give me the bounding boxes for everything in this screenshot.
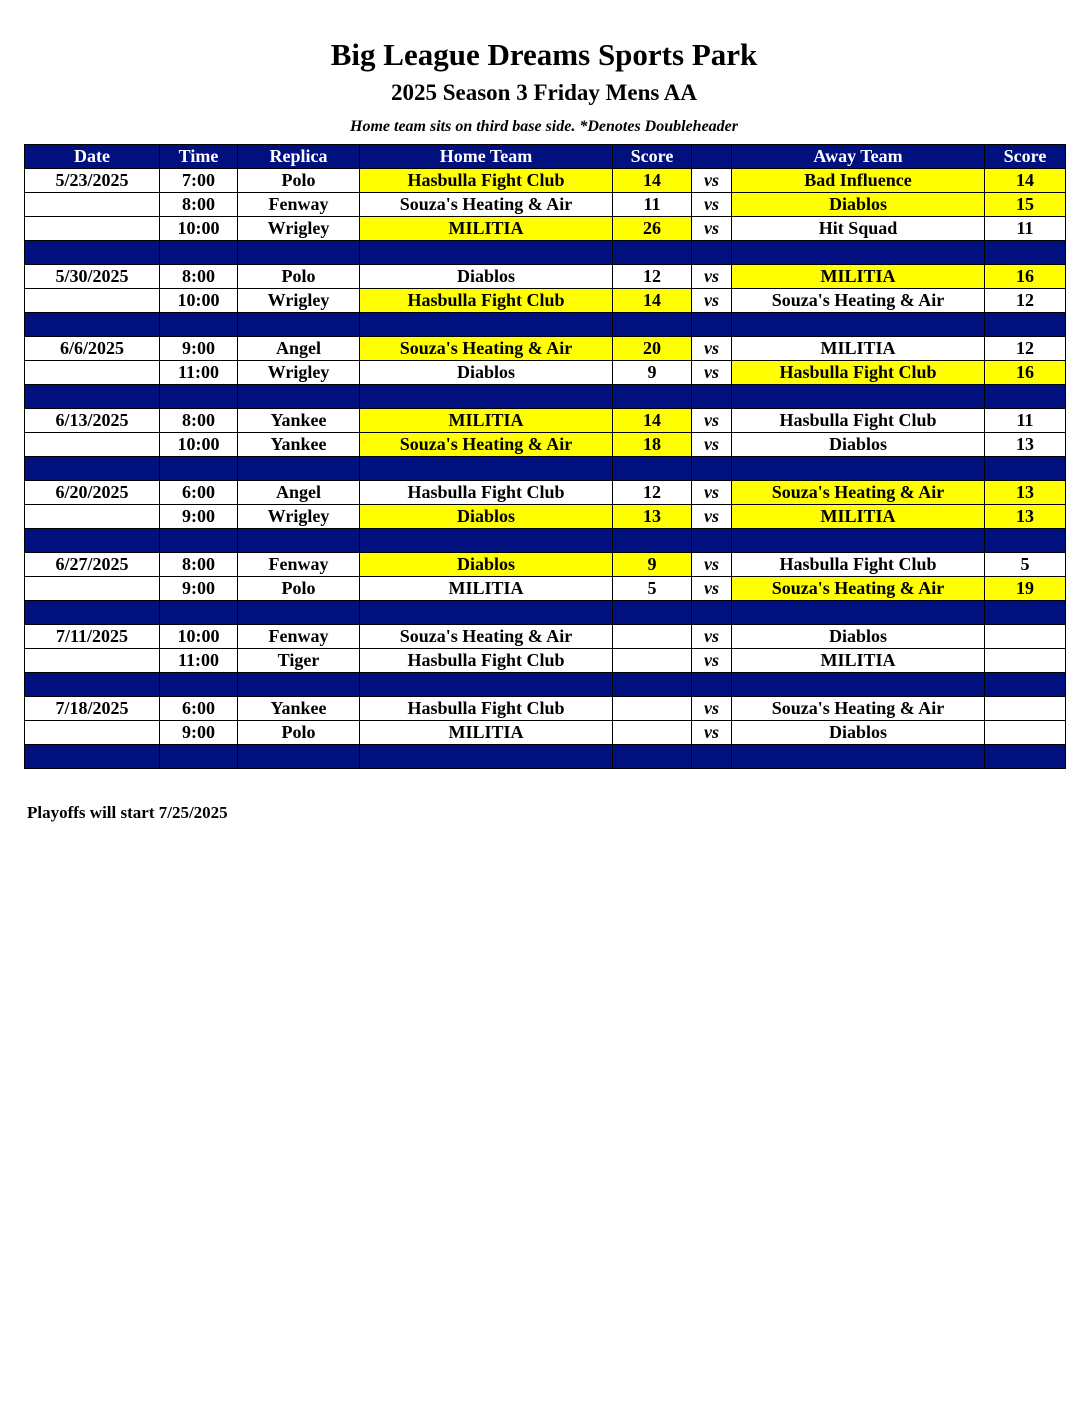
away-team-cell: Diablos (732, 433, 985, 457)
time-cell: 8:00 (160, 409, 238, 433)
home-team-cell: MILITIA (360, 409, 613, 433)
vs-cell: vs (692, 577, 732, 601)
time-cell: 9:00 (160, 721, 238, 745)
separator-cell (360, 745, 613, 769)
separator-row (25, 745, 1066, 769)
table-row (25, 265, 1066, 289)
away-score-cell: 13 (985, 433, 1066, 457)
separator-cell (613, 673, 692, 697)
away-score-cell: 14 (985, 169, 1066, 193)
home-team-cell: MILITIA (360, 217, 613, 241)
table-row (25, 481, 1066, 505)
home-score-cell: 18 (613, 433, 692, 457)
vs-cell: vs (692, 337, 732, 361)
away-score-cell: 5 (985, 553, 1066, 577)
home-team-cell: Hasbulla Fight Club (360, 481, 613, 505)
vs-cell: vs (692, 193, 732, 217)
separator-cell (160, 241, 238, 265)
separator-cell (360, 241, 613, 265)
separator-row (25, 457, 1066, 481)
table-row (25, 289, 1066, 313)
away-team-cell: Diablos (732, 625, 985, 649)
time-cell: 10:00 (160, 289, 238, 313)
home-score-cell: 14 (613, 409, 692, 433)
separator-cell (160, 529, 238, 553)
separator-cell (360, 529, 613, 553)
separator-row (25, 529, 1066, 553)
time-cell: 6:00 (160, 697, 238, 721)
date-cell: 5/23/2025 (25, 169, 160, 193)
separator-cell (732, 673, 985, 697)
table-row (25, 721, 1066, 745)
home-score-cell: 12 (613, 265, 692, 289)
replica-cell: Fenway (238, 193, 360, 217)
replica-cell: Polo (238, 577, 360, 601)
vs-cell: vs (692, 721, 732, 745)
away-score-cell: 12 (985, 289, 1066, 313)
replica-cell: Wrigley (238, 217, 360, 241)
separator-cell (25, 601, 160, 625)
away-score-cell: 13 (985, 505, 1066, 529)
table-row (25, 553, 1066, 577)
separator-cell (692, 457, 732, 481)
table-row (25, 577, 1066, 601)
separator-cell (692, 529, 732, 553)
home-score-cell: 14 (613, 169, 692, 193)
separator-cell (732, 529, 985, 553)
vs-cell: vs (692, 265, 732, 289)
column-header-home-team: Home Team (360, 145, 613, 169)
separator-cell (692, 385, 732, 409)
vs-cell: vs (692, 409, 732, 433)
separator-cell (613, 385, 692, 409)
vs-cell: vs (692, 217, 732, 241)
date-cell: 5/30/2025 (25, 265, 160, 289)
date-cell (25, 193, 160, 217)
replica-cell: Angel (238, 481, 360, 505)
playoffs-note: Playoffs will start 7/25/2025 (27, 803, 228, 822)
away-score-cell: 15 (985, 193, 1066, 217)
date-cell: 6/27/2025 (25, 553, 160, 577)
away-score-cell: 11 (985, 409, 1066, 433)
away-score-cell: 16 (985, 265, 1066, 289)
replica-cell: Polo (238, 265, 360, 289)
separator-cell (613, 529, 692, 553)
replica-cell: Polo (238, 721, 360, 745)
separator-cell (692, 745, 732, 769)
away-team-cell: MILITIA (732, 505, 985, 529)
time-cell: 10:00 (160, 217, 238, 241)
column-header-replica: Replica (238, 145, 360, 169)
separator-cell (985, 313, 1066, 337)
date-cell: 6/20/2025 (25, 481, 160, 505)
separator-cell (732, 385, 985, 409)
time-cell: 9:00 (160, 505, 238, 529)
column-header-time: Time (160, 145, 238, 169)
separator-cell (238, 673, 360, 697)
separator-cell (25, 457, 160, 481)
away-team-cell: Hasbulla Fight Club (732, 409, 985, 433)
date-cell (25, 577, 160, 601)
separator-cell (238, 241, 360, 265)
separator-cell (25, 313, 160, 337)
separator-cell (692, 601, 732, 625)
separator-cell (238, 601, 360, 625)
date-cell (25, 289, 160, 313)
replica-cell: Wrigley (238, 505, 360, 529)
away-team-cell: MILITIA (732, 649, 985, 673)
separator-cell (160, 745, 238, 769)
separator-cell (160, 457, 238, 481)
home-team-cell: Hasbulla Fight Club (360, 649, 613, 673)
table-row (25, 697, 1066, 721)
separator-cell (732, 313, 985, 337)
separator-cell (692, 673, 732, 697)
table-row (25, 625, 1066, 649)
date-cell: 7/18/2025 (25, 697, 160, 721)
schedule-body (25, 169, 1066, 769)
away-team-cell: Diablos (732, 721, 985, 745)
separator-cell (160, 313, 238, 337)
away-score-cell: 12 (985, 337, 1066, 361)
separator-row (25, 673, 1066, 697)
replica-cell: Yankee (238, 433, 360, 457)
home-score-cell: 13 (613, 505, 692, 529)
separator-cell (25, 385, 160, 409)
home-team-cell: MILITIA (360, 577, 613, 601)
home-team-cell: Hasbulla Fight Club (360, 169, 613, 193)
separator-cell (985, 673, 1066, 697)
time-cell: 6:00 (160, 481, 238, 505)
away-score-cell (985, 697, 1066, 721)
home-team-cell: Hasbulla Fight Club (360, 289, 613, 313)
table-header-row (25, 145, 1066, 169)
time-cell: 8:00 (160, 265, 238, 289)
vs-cell: vs (692, 481, 732, 505)
date-cell (25, 433, 160, 457)
separator-cell (732, 457, 985, 481)
page-title: Big League Dreams Sports Park (330, 37, 758, 72)
separator-row (25, 601, 1066, 625)
time-cell: 9:00 (160, 577, 238, 601)
home-score-cell: 20 (613, 337, 692, 361)
time-cell: 11:00 (160, 361, 238, 385)
home-team-cell: Souza's Heating & Air (360, 625, 613, 649)
date-cell (25, 505, 160, 529)
separator-cell (360, 601, 613, 625)
home-team-cell: Diablos (360, 361, 613, 385)
separator-cell (238, 529, 360, 553)
separator-cell (985, 241, 1066, 265)
separator-cell (732, 745, 985, 769)
home-score-cell: 12 (613, 481, 692, 505)
separator-cell (25, 241, 160, 265)
column-header-home-score: Score (613, 145, 692, 169)
away-score-cell: 19 (985, 577, 1066, 601)
replica-cell: Fenway (238, 625, 360, 649)
table-row (25, 409, 1066, 433)
separator-cell (360, 457, 613, 481)
home-score-cell: 9 (613, 553, 692, 577)
home-team-cell: Souza's Heating & Air (360, 337, 613, 361)
separator-cell (985, 457, 1066, 481)
separator-cell (985, 745, 1066, 769)
date-cell: 6/13/2025 (25, 409, 160, 433)
away-team-cell: Souza's Heating & Air (732, 481, 985, 505)
column-header-away-team: Away Team (732, 145, 985, 169)
column-header-away-score: Score (985, 145, 1066, 169)
home-team-cell: Souza's Heating & Air (360, 193, 613, 217)
separator-cell (360, 313, 613, 337)
time-cell: 10:00 (160, 625, 238, 649)
replica-cell: Yankee (238, 697, 360, 721)
away-team-cell: Hit Squad (732, 217, 985, 241)
away-score-cell (985, 625, 1066, 649)
separator-cell (985, 385, 1066, 409)
time-cell: 9:00 (160, 337, 238, 361)
away-team-cell: Souza's Heating & Air (732, 697, 985, 721)
separator-cell (360, 385, 613, 409)
vs-cell: vs (692, 697, 732, 721)
away-team-cell: MILITIA (732, 337, 985, 361)
vs-cell: vs (692, 433, 732, 457)
table-row (25, 193, 1066, 217)
separator-cell (613, 241, 692, 265)
schedule-note: Home team sits on third base side. *Denotes Doubleheader (350, 118, 738, 135)
table-row (25, 433, 1066, 457)
home-score-cell (613, 697, 692, 721)
separator-cell (360, 673, 613, 697)
vs-cell: vs (692, 361, 732, 385)
away-team-cell: Hasbulla Fight Club (732, 553, 985, 577)
vs-cell: vs (692, 625, 732, 649)
home-team-cell: Souza's Heating & Air (360, 433, 613, 457)
separator-cell (25, 745, 160, 769)
home-score-cell: 26 (613, 217, 692, 241)
date-cell (25, 361, 160, 385)
home-score-cell (613, 649, 692, 673)
replica-cell: Polo (238, 169, 360, 193)
separator-cell (25, 529, 160, 553)
column-header-date: Date (25, 145, 160, 169)
away-score-cell: 16 (985, 361, 1066, 385)
replica-cell: Tiger (238, 649, 360, 673)
table-row (25, 361, 1066, 385)
separator-cell (238, 457, 360, 481)
home-team-cell: Diablos (360, 553, 613, 577)
separator-cell (238, 385, 360, 409)
time-cell: 10:00 (160, 433, 238, 457)
replica-cell: Wrigley (238, 361, 360, 385)
home-score-cell: 9 (613, 361, 692, 385)
away-team-cell: Bad Influence (732, 169, 985, 193)
separator-cell (692, 313, 732, 337)
away-team-cell: Souza's Heating & Air (732, 577, 985, 601)
table-row (25, 217, 1066, 241)
table-row (25, 169, 1066, 193)
vs-cell: vs (692, 505, 732, 529)
away-team-cell: Diablos (732, 193, 985, 217)
home-team-cell: MILITIA (360, 721, 613, 745)
separator-cell (160, 385, 238, 409)
home-score-cell (613, 721, 692, 745)
date-cell: 6/6/2025 (25, 337, 160, 361)
vs-cell: vs (692, 169, 732, 193)
away-score-cell (985, 721, 1066, 745)
column-header-vs (692, 145, 732, 169)
home-team-cell: Diablos (360, 505, 613, 529)
separator-cell (25, 673, 160, 697)
replica-cell: Yankee (238, 409, 360, 433)
home-team-cell: Hasbulla Fight Club (360, 697, 613, 721)
away-team-cell: Hasbulla Fight Club (732, 361, 985, 385)
away-score-cell: 13 (985, 481, 1066, 505)
separator-cell (985, 529, 1066, 553)
away-team-cell: MILITIA (732, 265, 985, 289)
time-cell: 7:00 (160, 169, 238, 193)
schedule-table (24, 144, 1066, 769)
home-score-cell: 11 (613, 193, 692, 217)
time-cell: 11:00 (160, 649, 238, 673)
separator-cell (160, 673, 238, 697)
away-score-cell (985, 649, 1066, 673)
separator-cell (732, 241, 985, 265)
away-score-cell: 11 (985, 217, 1066, 241)
home-score-cell (613, 625, 692, 649)
vs-cell: vs (692, 649, 732, 673)
vs-cell: vs (692, 289, 732, 313)
home-score-cell: 14 (613, 289, 692, 313)
date-cell (25, 721, 160, 745)
separator-cell (613, 457, 692, 481)
separator-cell (985, 601, 1066, 625)
table-row (25, 649, 1066, 673)
separator-row (25, 313, 1066, 337)
replica-cell: Angel (238, 337, 360, 361)
table-row (25, 505, 1066, 529)
separator-cell (613, 313, 692, 337)
separator-cell (160, 601, 238, 625)
date-cell (25, 649, 160, 673)
date-cell (25, 217, 160, 241)
table-row (25, 337, 1066, 361)
vs-cell: vs (692, 553, 732, 577)
separator-cell (692, 241, 732, 265)
home-team-cell: Diablos (360, 265, 613, 289)
replica-cell: Wrigley (238, 289, 360, 313)
separator-cell (238, 313, 360, 337)
date-cell: 7/11/2025 (25, 625, 160, 649)
page-subtitle: 2025 Season 3 Friday Mens AA (390, 80, 698, 105)
separator-row (25, 241, 1066, 265)
separator-cell (613, 745, 692, 769)
separator-cell (613, 601, 692, 625)
home-score-cell: 5 (613, 577, 692, 601)
separator-cell (732, 601, 985, 625)
time-cell: 8:00 (160, 553, 238, 577)
separator-row (25, 385, 1066, 409)
replica-cell: Fenway (238, 553, 360, 577)
separator-cell (238, 745, 360, 769)
time-cell: 8:00 (160, 193, 238, 217)
away-team-cell: Souza's Heating & Air (732, 289, 985, 313)
